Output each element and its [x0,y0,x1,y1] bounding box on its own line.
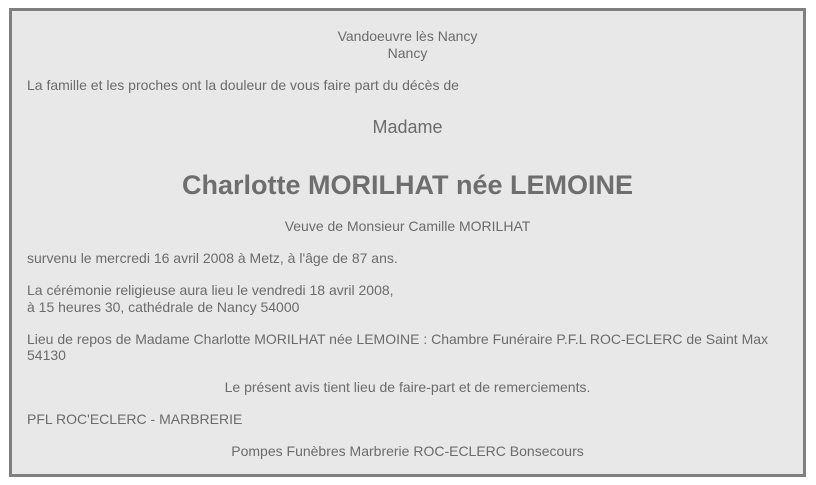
intro-text: La famille et les proches ont la douleur de vous faire part du décès de [27,77,459,93]
city-line-1: Vandoeuvre lès Nancy [337,28,478,44]
rest-place-text: Lieu de repos de Madame Charlotte MORILHAT née LEMOINE : Chambre Funéraire P.F.L ROC-ECLERC de Saint Max 54130 [27,331,769,363]
obituary-card [9,8,806,477]
company-name: PFL ROC'ECLERC - MARBRERIE [27,411,243,427]
widow-of-text: Veuve de Monsieur Camille MORILHAT [284,218,531,234]
footer-text: Pompes Funèbres Marbrerie ROC-ECLERC Bonsecours [231,443,584,459]
city-line-2: Nancy [387,45,428,61]
honorific-title: Madame [372,117,443,137]
ceremony-line-2: à 15 heures 30, cathédrale de Nancy 54000 [27,299,300,315]
notice-text: Le présent avis tient lieu de faire-part et de remerciements. [224,379,591,395]
ceremony-line-1: La cérémonie religieuse aura lieu le vendredi 18 avril 2008, [27,282,394,298]
deceased-name: Charlotte MORILHAT née LEMOINE [181,170,633,200]
death-info-text: survenu le mercredi 16 avril 2008 à Metz, à l'âge de 87 ans. [27,250,398,266]
